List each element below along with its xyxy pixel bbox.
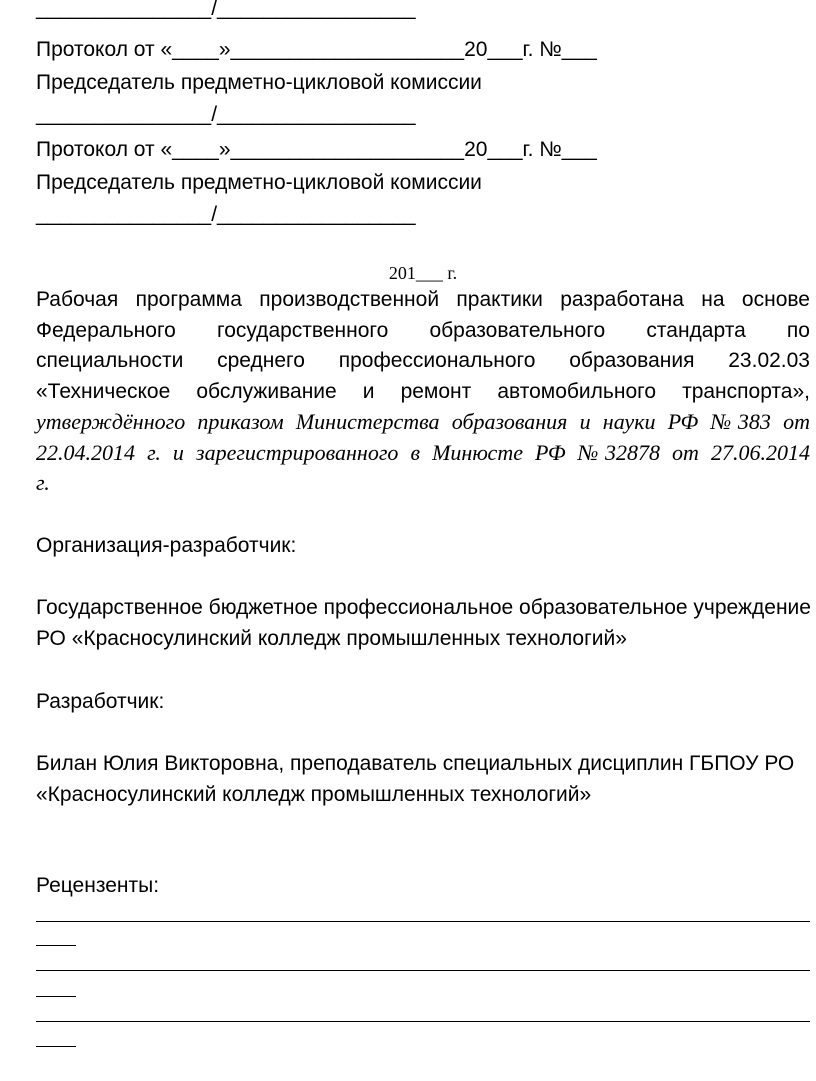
intro-paragraph	[36, 285, 810, 499]
reviewer-line	[36, 970, 810, 971]
intro-line: Рабочая программа производственной практики разработана на основе	[36, 288, 810, 311]
signature-line-3: _______________/_________________	[36, 203, 416, 226]
developer-info	[36, 748, 816, 810]
organization-name	[36, 592, 816, 654]
year-line: 201___ г.	[388, 263, 458, 283]
intro-italic-line: утверждённого приказом Министерства образования и науки РФ №383 от	[36, 409, 810, 434]
developer-line: Билан Юлия Викторовна, преподаватель специальных дисциплин ГБПОУ РО	[36, 752, 795, 775]
developer-label: Разработчик:	[36, 690, 165, 713]
reviewer-line-continuation	[36, 1046, 76, 1047]
developer-line: «Красносулинский колледж промышленных технологий»	[36, 783, 592, 806]
intro-line: Федерального государственного образовательного стандарта по	[36, 318, 810, 342]
intro-line: специальности среднего профессионального образования 23.02.03	[36, 349, 810, 372]
protocol-line-2: Протокол от «____»____________________20___г. №___	[36, 138, 597, 161]
signature-line-2: _______________/_________________	[36, 103, 416, 126]
intro-italic-line: г.	[36, 470, 50, 495]
intro-line: «Техническое обслуживание и ремонт автомобильного транспорта»,	[36, 379, 810, 403]
organization-name-line: Государственное бюджетное профессиональное образовательное учреждение	[36, 596, 811, 619]
reviewer-line-continuation	[36, 996, 76, 997]
reviewer-line-continuation	[36, 945, 76, 946]
reviewers-label: Рецензенты:	[36, 874, 160, 897]
reviewer-line	[36, 1021, 810, 1022]
organization-name-line: РО «Красносулинский колледж промышленных технологий»	[36, 627, 627, 650]
reviewer-line	[36, 921, 810, 922]
chairman-label-2: Председатель предметно-цикловой комиссии	[36, 171, 482, 194]
protocol-line-1: Протокол от «____»____________________20___г. №___	[36, 38, 597, 61]
organization-label: Организация-разработчик:	[36, 534, 297, 557]
intro-italic-line: 22.04.2014 г. и зарегистрированного в Минюсте РФ №32878 от 27.06.2014	[36, 439, 810, 465]
chairman-label-1: Председатель предметно-цикловой комиссии	[36, 71, 482, 94]
signature-line-1: _______________/_________________	[36, 0, 416, 20]
